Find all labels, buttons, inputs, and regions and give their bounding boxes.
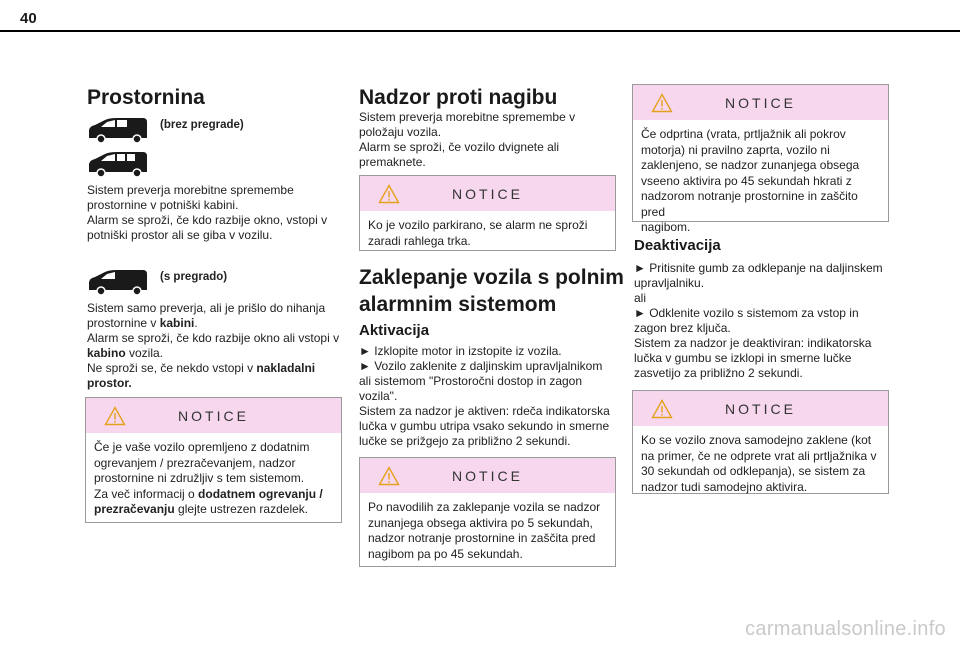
notice-title: NOTICE xyxy=(452,186,523,202)
activation-steps: ► Izklopite motor in izstopite iz vozila. ► Vozilo zaklenite z daljinskim upravljalnikom ali sistemom "Prostoročni dostop in zagon vozila". Sistem za nadzor je aktiven: rdeča indikatorska lučka v gumbu utripa vsako sekundo in smerne lučke se prižgejo za približno 2 sekundi. xyxy=(359,344,610,448)
notice-text: Ko je vozilo parkirano, se alarm ne sproži zaradi rahlega trka. xyxy=(368,218,588,248)
notice-title: NOTICE xyxy=(725,95,796,111)
warning-triangle-icon xyxy=(104,406,126,426)
notice-text: Če je vaše vozilo opremljeno z dodatnim ogrevanjem / prezračevanjem, nadzor prostornine ni združljiv s tem sistemom. Za več informacij o dodatnem ogrevanju / prezračevanju glejte ustrezen razdelek. xyxy=(94,440,323,516)
notice-box-timing xyxy=(359,457,616,567)
notice-header xyxy=(360,176,615,211)
subheading-deactivation: Deaktivacija xyxy=(634,237,721,254)
warning-triangle-icon xyxy=(378,184,400,204)
section-title-full-alarm: Zaklepanje vozila s polnim alarmnim sistemom xyxy=(359,266,624,316)
subheading-activation: Aktivacija xyxy=(359,322,430,339)
notice-text: Ko se vozilo znova samodejno zaklene (kot na primer, če ne odprete vrat ali prtljažnika v 30 sekundah od odklepanja), se sistem za nadzor tudi samodejno aktivira. xyxy=(641,433,877,494)
notice-header xyxy=(633,85,888,120)
volume-description-1: Sistem preverja morebitne spremembe prostornine v potniški kabini. Alarm se sproži, če kdo razbije okno, vstopi v potniški prostor ali se giba v vozilu. xyxy=(87,183,328,242)
tilt-description: Sistem preverja morebitne spremembe v položaju vozila. Alarm se sproži, če vozilo dvignete ali premaknete. xyxy=(359,110,576,169)
notice-text: Če odprtina (vrata, prtljažnik ali pokrov motorja) ni pravilno zaprta, vozilo ni zaklenjeno, se nadzor zunanjega obsega vseeno aktivira po 45 sekundah hkrati z nadzorom notranje prostornine in zaščito pred nagibom. xyxy=(641,127,860,234)
notice-title: NOTICE xyxy=(725,401,796,417)
notice-header xyxy=(86,398,341,433)
notice-box-heating xyxy=(85,397,342,523)
notice-box-parked xyxy=(359,175,616,251)
page-number: 40 xyxy=(20,10,37,27)
warning-triangle-icon xyxy=(378,466,400,486)
notice-text: Po navodilih za zaklepanje vozila se nadzor zunanjega obsega aktivira po 5 sekundah, nadzor notranje prostornine in zaščita pred nagibom pa po 45 sekundah. xyxy=(368,500,601,561)
notice-box-open-door xyxy=(632,84,889,234)
section-title-tilt: Nadzor proti nagibu xyxy=(359,86,558,109)
watermark-text: carmanualsonline.info xyxy=(745,618,946,640)
van-label-partition: (s pregrado) xyxy=(160,271,228,283)
notice-title: NOTICE xyxy=(178,408,249,424)
notice-box-relock xyxy=(632,390,889,494)
van-partition-icon xyxy=(87,268,149,296)
header-rule xyxy=(0,30,960,32)
volume-description-2: Sistem samo preverja, ali je prišlo do nihanja prostornine v kabini. Alarm se sproži, če kdo razbije okno ali vstopi v kabino vozila. Ne sproži se, če nekdo vstopi v nakladalni prostor. xyxy=(87,301,340,390)
warning-triangle-icon xyxy=(651,93,673,113)
deactivation-steps: ► Pritisnite gumb za odklepanje na daljinskem upravljalniku. ali ► Odklenite vozilo s sistemom za vstop in zagon brez ključa. Sistem za nadzor je deaktiviran: indikatorska lučka v gumbu se izklopi in smerne lučke zasvetijo za približno 2 sekundi. xyxy=(634,261,883,380)
notice-header xyxy=(360,458,615,493)
section-title-volume: Prostornina xyxy=(87,86,205,109)
van-passenger-icon xyxy=(87,150,149,178)
notice-title: NOTICE xyxy=(452,468,523,484)
van-label-no-partition: (brez pregrade) xyxy=(160,119,244,131)
van-no-partition-icon xyxy=(87,116,149,144)
notice-header xyxy=(633,391,888,426)
warning-triangle-icon xyxy=(651,399,673,419)
